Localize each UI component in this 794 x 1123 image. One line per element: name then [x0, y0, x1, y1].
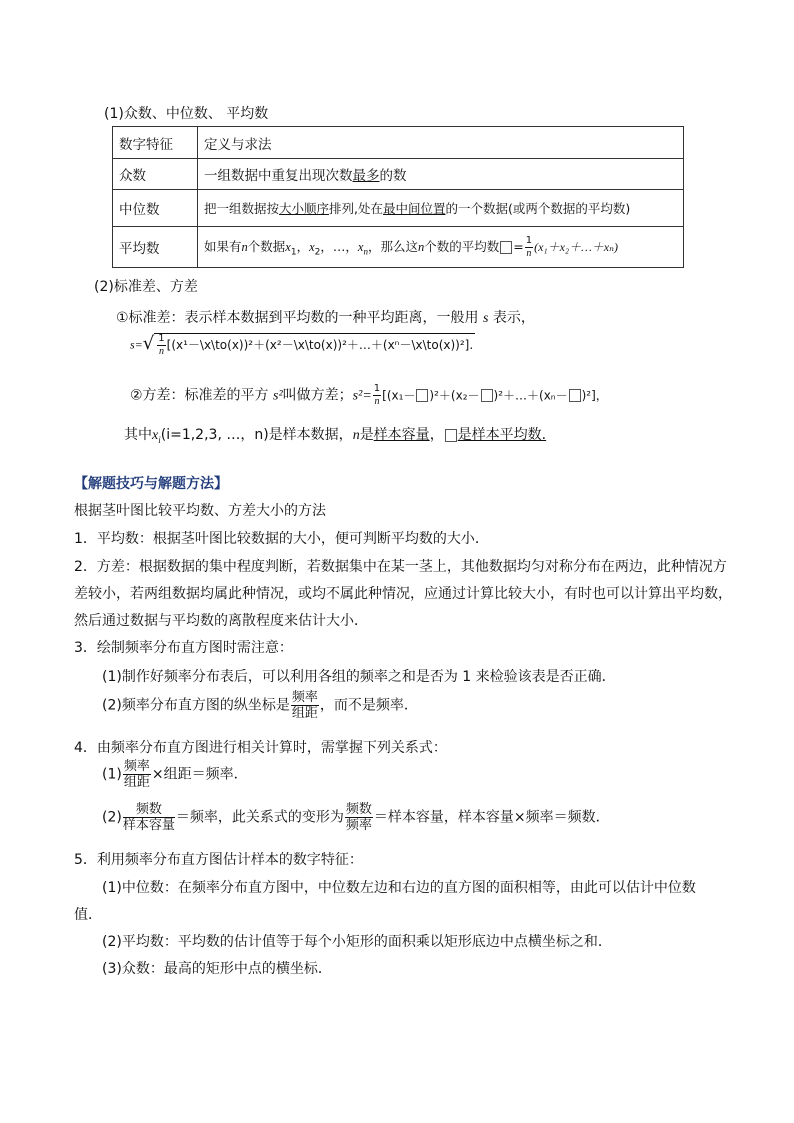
where-line	[124, 424, 546, 445]
tips-p1: 1．平均数：根据茎叶图比较数据的大小，便可判断平均数的大小．	[74, 531, 489, 547]
where-underlined: 样本容量	[373, 427, 430, 443]
tips-p2b: 差较小，若两组数据均属此种情况，或均不属此种情况，应通过计算比较大小，有时也可以计算出平均数，	[74, 586, 732, 602]
def-text: ，…，	[320, 238, 358, 254]
formula-lhs: s=	[130, 337, 143, 352]
sqrt-radicand	[154, 333, 475, 357]
def-text: 把一组数据按	[204, 201, 280, 216]
fraction	[373, 384, 381, 407]
tips-text: ×组距＝频率．	[151, 766, 248, 783]
formula-lhs: s²=	[352, 388, 372, 404]
var-tail: 叫做方差；	[282, 387, 353, 404]
math-var: x	[285, 239, 291, 254]
row-name-median: 中位数	[113, 190, 198, 227]
where-text: 是	[359, 427, 374, 443]
math-sub: 1	[290, 247, 297, 257]
table-header-cell: 定义与求法	[198, 127, 684, 159]
tips-p2c: 然后通过数据与平均数的离散程度来估计大小．	[74, 613, 368, 629]
where-text: 其中	[124, 427, 152, 443]
row-def-mean	[198, 227, 684, 268]
formula-body: [(x₁－	[382, 388, 416, 403]
tips-text: (1)	[102, 766, 122, 783]
def-text: ，那么这	[367, 238, 418, 254]
where-text: ，	[429, 427, 444, 443]
tips-text: (2)频率分布直方图的纵坐标是	[102, 697, 290, 714]
math-var: x	[152, 428, 159, 443]
fraction-den: 组距	[123, 775, 150, 790]
tips-heading: 【解题技巧与解题方法】	[74, 476, 228, 492]
math-var: n	[352, 428, 360, 443]
tips-text: ＝频率，此关系式的变形为	[175, 809, 344, 826]
def-underlined: 大小顺序	[279, 201, 330, 216]
def-text: 个数据	[247, 238, 286, 254]
math-var: x	[357, 239, 364, 254]
def-text: 个数的平均数	[424, 238, 500, 254]
tips-p4: 4．由频率分布直方图进行相关计算时，需掌握下列关系式：	[74, 740, 447, 756]
fraction	[525, 236, 533, 259]
tips-text: ＝样本容量，样本容量×频率＝频数．	[373, 809, 610, 826]
section2-title: (2)标准差、方差	[94, 279, 198, 295]
xbar-placeholder-icon	[569, 389, 581, 402]
tips-p4a	[102, 760, 248, 789]
tips-text: (2)	[102, 809, 122, 826]
std-definition	[116, 307, 535, 327]
def-text: 的一个数据(或两个数据的平均数)	[445, 201, 631, 216]
fraction-num: 频数	[123, 803, 175, 818]
fraction-num: 频数	[345, 802, 372, 817]
xbar-placeholder-icon	[445, 429, 457, 442]
tips-p5a2: 值．	[74, 907, 102, 923]
where-underlined: 是样本平均数.	[457, 427, 547, 443]
var-label: ②方差：标准差的平方	[130, 387, 269, 404]
fraction-num: 1	[525, 234, 533, 246]
variance-line	[130, 384, 608, 407]
tips-p2a: 2．方差：根据数据的集中程度判断，若数据集中在某一茎上，其他数据均匀对称分布在两边，此种情况方	[74, 559, 727, 575]
where-underlined-group	[444, 427, 546, 443]
numeric-features-table	[112, 126, 684, 268]
def-text: 排列,处在	[329, 201, 384, 216]
def-text: ，	[296, 238, 310, 254]
math-sub: 2	[314, 247, 321, 257]
formula-body: [(x¹－\x\to(x))²＋(x²－\x\to(x))²＋…＋(xⁿ－\x\to(x))²].	[166, 338, 474, 352]
table-header-row	[113, 127, 684, 159]
std-formula	[130, 333, 475, 357]
tips-p5b: (2)平均数：平均数的估计值等于每个小矩形的面积乘以矩形底边中点横坐标之和．	[102, 934, 612, 950]
fraction-num: 1	[158, 333, 165, 344]
formula-body: )²＋…＋(xₙ－	[493, 388, 568, 403]
table-row	[113, 159, 684, 190]
fraction-num: 频率	[123, 759, 150, 774]
fraction-den: 组距	[291, 706, 318, 721]
math-var: s	[483, 311, 489, 326]
def-text: 一组数据中重复出现次数	[204, 168, 353, 184]
tips-p4b	[102, 803, 610, 832]
std-tail: 表示，	[492, 310, 535, 326]
where-text: (i=1,2,3, …，n)是样本数据，	[160, 427, 353, 443]
table-row	[113, 227, 684, 268]
fraction	[123, 803, 175, 832]
fraction-den: n	[158, 346, 164, 357]
fraction-den: 频率	[345, 818, 372, 833]
tips-p3: 3．绘制频率分布直方图时需注意：	[74, 640, 293, 656]
fraction-den: n	[374, 396, 380, 407]
tips-p5c: (3)众数：最高的矩形中点的横坐标．	[102, 961, 332, 977]
fraction-den: 样本容量	[122, 818, 175, 833]
row-name-mean: 平均数	[113, 227, 198, 268]
math-var: n	[417, 239, 425, 254]
std-label: ①标准差：表示样本数据到平均数的一种平均距离，一般用	[116, 310, 479, 326]
def-text: =	[513, 238, 524, 254]
def-text: 如果有	[204, 238, 242, 254]
fraction-num: 频率	[291, 690, 318, 705]
table-header-cell: 数字特征	[113, 127, 198, 159]
fraction	[291, 691, 319, 720]
math-var: s²	[273, 388, 283, 404]
math-sum: (x₁＋x₂＋…＋xₙ)	[534, 239, 618, 254]
xbar-placeholder-icon	[416, 389, 428, 402]
tips-intro: 根据茎叶图比较平均数、方差大小的方法	[74, 503, 326, 519]
fraction	[157, 334, 165, 357]
tips-text: ，而不是频率．	[319, 697, 418, 714]
math-var: x	[309, 239, 315, 254]
fraction	[345, 803, 373, 832]
fraction-num: 1	[373, 383, 381, 394]
table-row	[113, 190, 684, 227]
fraction	[123, 760, 151, 789]
math-var: n	[241, 239, 248, 254]
tips-p3b	[102, 691, 418, 720]
def-text: 的数	[379, 168, 407, 184]
formula-body: )²＋(x₂－	[429, 388, 480, 403]
row-def-median	[198, 190, 684, 227]
xbar-placeholder-icon	[500, 241, 512, 254]
sqrt-sign: √ $\frac{1}{n}$ [(x¹－\x\to(x))²＋(x²－\x\to(x))²＋…＋(xⁿ－\x\to(x))²].	[142, 333, 474, 357]
row-name-mode: 众数	[113, 159, 198, 190]
math-sub: i	[158, 434, 161, 445]
tips-p5: 5．利用频率分布直方图估计样本的数字特征：	[74, 852, 363, 868]
row-def-mode	[198, 159, 684, 190]
section1-title: (1)众数、中位数、 平均数	[104, 106, 269, 122]
fraction-den: n	[526, 247, 532, 259]
def-underlined: 最多	[352, 168, 380, 184]
tips-p3a: (1)制作好频率分布表后，可以利用各组的频率之和是否为 1 来检验该表是否正确．	[102, 669, 616, 685]
tips-p5a1: (1)中位数：在频率分布直方图中，中位数左边和右边的直方图的面积相等，由此可以估计中位数	[102, 880, 696, 896]
xbar-placeholder-icon	[481, 389, 493, 402]
math-sub: n	[363, 246, 368, 256]
formula-body: )²]，	[581, 388, 608, 403]
def-underlined: 最中间位置	[383, 201, 446, 216]
